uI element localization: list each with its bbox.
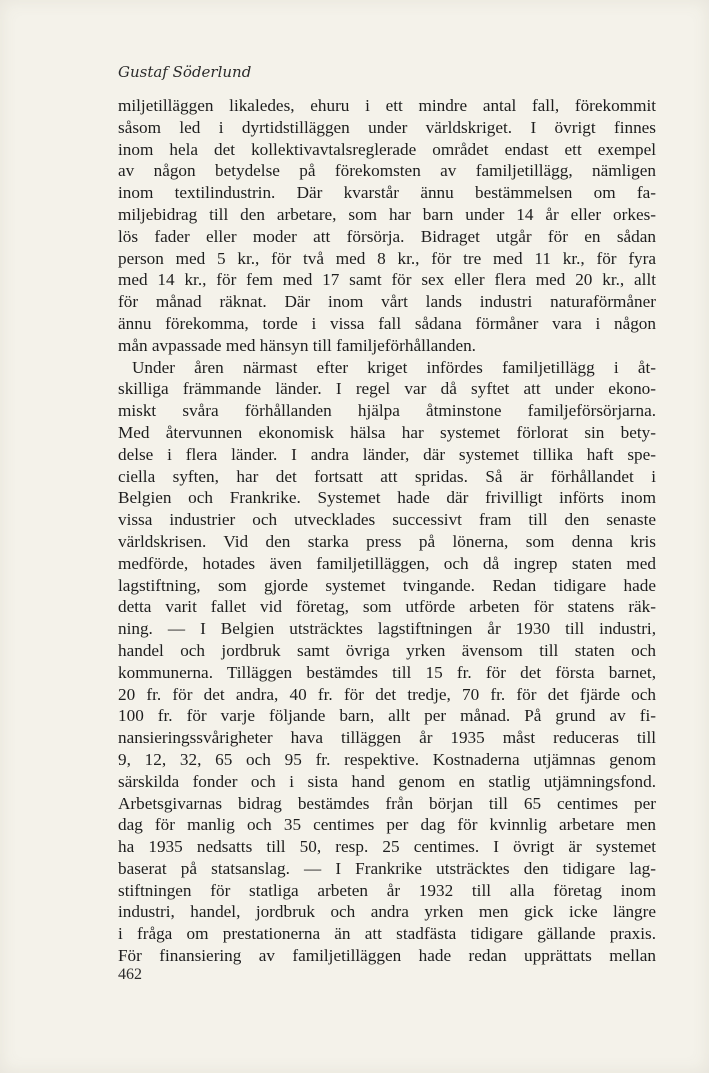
running-head-author: Gustaf Söderlund xyxy=(118,63,252,81)
text-line: person med 5 kr., för två med 8 kr., för tre med 11 kr., för fyra xyxy=(118,248,656,268)
text-line: särskilda fonder och i sista hand genom en statlig utjämningsfond. xyxy=(118,771,656,791)
text-line: ning. — I Belgien utsträcktes lagstiftningen år 1930 till industri, xyxy=(118,619,656,639)
text-line: ännu förekomma, torde i vissa fall sådana förmåner vara i någon xyxy=(118,313,656,333)
text-line: med 14 kr., för fem med 17 samt för sex eller flera med 20 kr., allt xyxy=(118,270,656,290)
text-line: skilliga främmande länder. I regel var då syftet att under ekono- xyxy=(118,379,656,399)
text-line: medförde, hotades även familjetilläggen, och då ingrep staten med xyxy=(118,553,656,573)
page-number: 462 xyxy=(118,966,142,983)
text-line: stiftningen för statliga arbeten år 1932 till alla företag inom xyxy=(118,880,656,900)
text-line: baserat på statsanslag. — I Frankrike utsträcktes den tidigare lag- xyxy=(118,858,656,878)
text-line: industri, handel, jordbruk och andra yrken men gick icke längre xyxy=(118,902,656,922)
text-line: vissa industrier och utvecklades successivt fram till den senaste xyxy=(118,510,656,530)
text-line: För finansiering av familjetilläggen hade redan upprättats mellan xyxy=(118,946,656,966)
text-line: miljebidrag till den arbetare, som har barn under 14 år eller orkes- xyxy=(118,204,656,224)
text-line: av någon betydelse på förekomsten av familjetillägg, nämligen xyxy=(118,161,656,181)
text-line: nansieringssvårigheter hava tilläggen år 1935 måst reduceras till xyxy=(118,728,656,748)
text-line: handel och jordbruk samt övriga yrken ävensom till staten och xyxy=(118,640,656,660)
text-line: lös fader eller moder att försörja. Bidraget utgår för en sådan xyxy=(118,226,656,246)
text-line: Belgien och Frankrike. Systemet hade där frivilligt införts inom xyxy=(118,488,656,508)
text-line: miljetilläggen likaledes, ehuru i ett mindre antal fall, förekommit xyxy=(118,96,656,115)
text-line: dag för manlig och 35 centimes per dag för kvinnlig arbetare men xyxy=(118,815,656,835)
text-line: ciella syften, har det fortsatt att spridas. Så är förhållandet i xyxy=(118,466,656,486)
text-line: 9, 12, 32, 65 och 95 fr. respektive. Kostnaderna utjämnas genom xyxy=(118,749,656,769)
body-text xyxy=(118,95,656,967)
text-line: såsom led i dyrtidstilläggen under världskriget. I övrigt finnes xyxy=(118,117,656,137)
text-line: lagstiftning, som gjorde systemet tvingande. Redan tidigare hade xyxy=(118,575,656,595)
text-line: detta varit fallet vid företag, som utförde arbeten för statens räk- xyxy=(118,597,656,617)
text-line: inom hela det kollektivavtalsreglerade området endast ett exempel xyxy=(118,139,656,159)
text-line: Med återvunnen ekonomisk hälsa har systemet förlorat sin bety- xyxy=(118,422,656,442)
text-line: ha 1935 nedsatts till 50, resp. 25 centimes. I övrigt är systemet xyxy=(118,837,656,857)
text-line: kommunerna. Tilläggen bestämdes till 15 fr. för det första barnet, xyxy=(118,662,656,682)
text-line: 100 fr. för varje följande barn, allt per månad. På grund av fi- xyxy=(118,706,656,726)
text-line: världskrisen. Vid den starka press på lönerna, som denna kris xyxy=(118,531,656,551)
text-line: Under åren närmast efter kriget infördes familjetillägg i åt- xyxy=(132,357,656,377)
text-line: för månad räknat. Där inom vårt lands industri naturaförmåner xyxy=(118,292,656,312)
text-line: delse i flera länder. I andra länder, där systemet tillika haft spe- xyxy=(118,444,656,464)
text-line: inom textilindustrin. Där kvarstår ännu bestämmelsen om fa- xyxy=(118,183,656,203)
text-line: mån avpassade med hänsyn till familjeförhållanden. xyxy=(118,335,476,355)
text-line: i fråga om prestationerna än att stadfästa tidigare gällande praxis. xyxy=(118,924,656,944)
text-line: Arbetsgivarnas bidrag bestämdes från början till 65 centimes per xyxy=(118,793,656,813)
text-line: 20 fr. för det andra, 40 fr. för det tredje, 70 fr. för det fjärde och xyxy=(118,684,656,704)
text-line: miskt svåra förhållanden hjälpa åtminstone familjeförsörjarna. xyxy=(118,401,656,421)
